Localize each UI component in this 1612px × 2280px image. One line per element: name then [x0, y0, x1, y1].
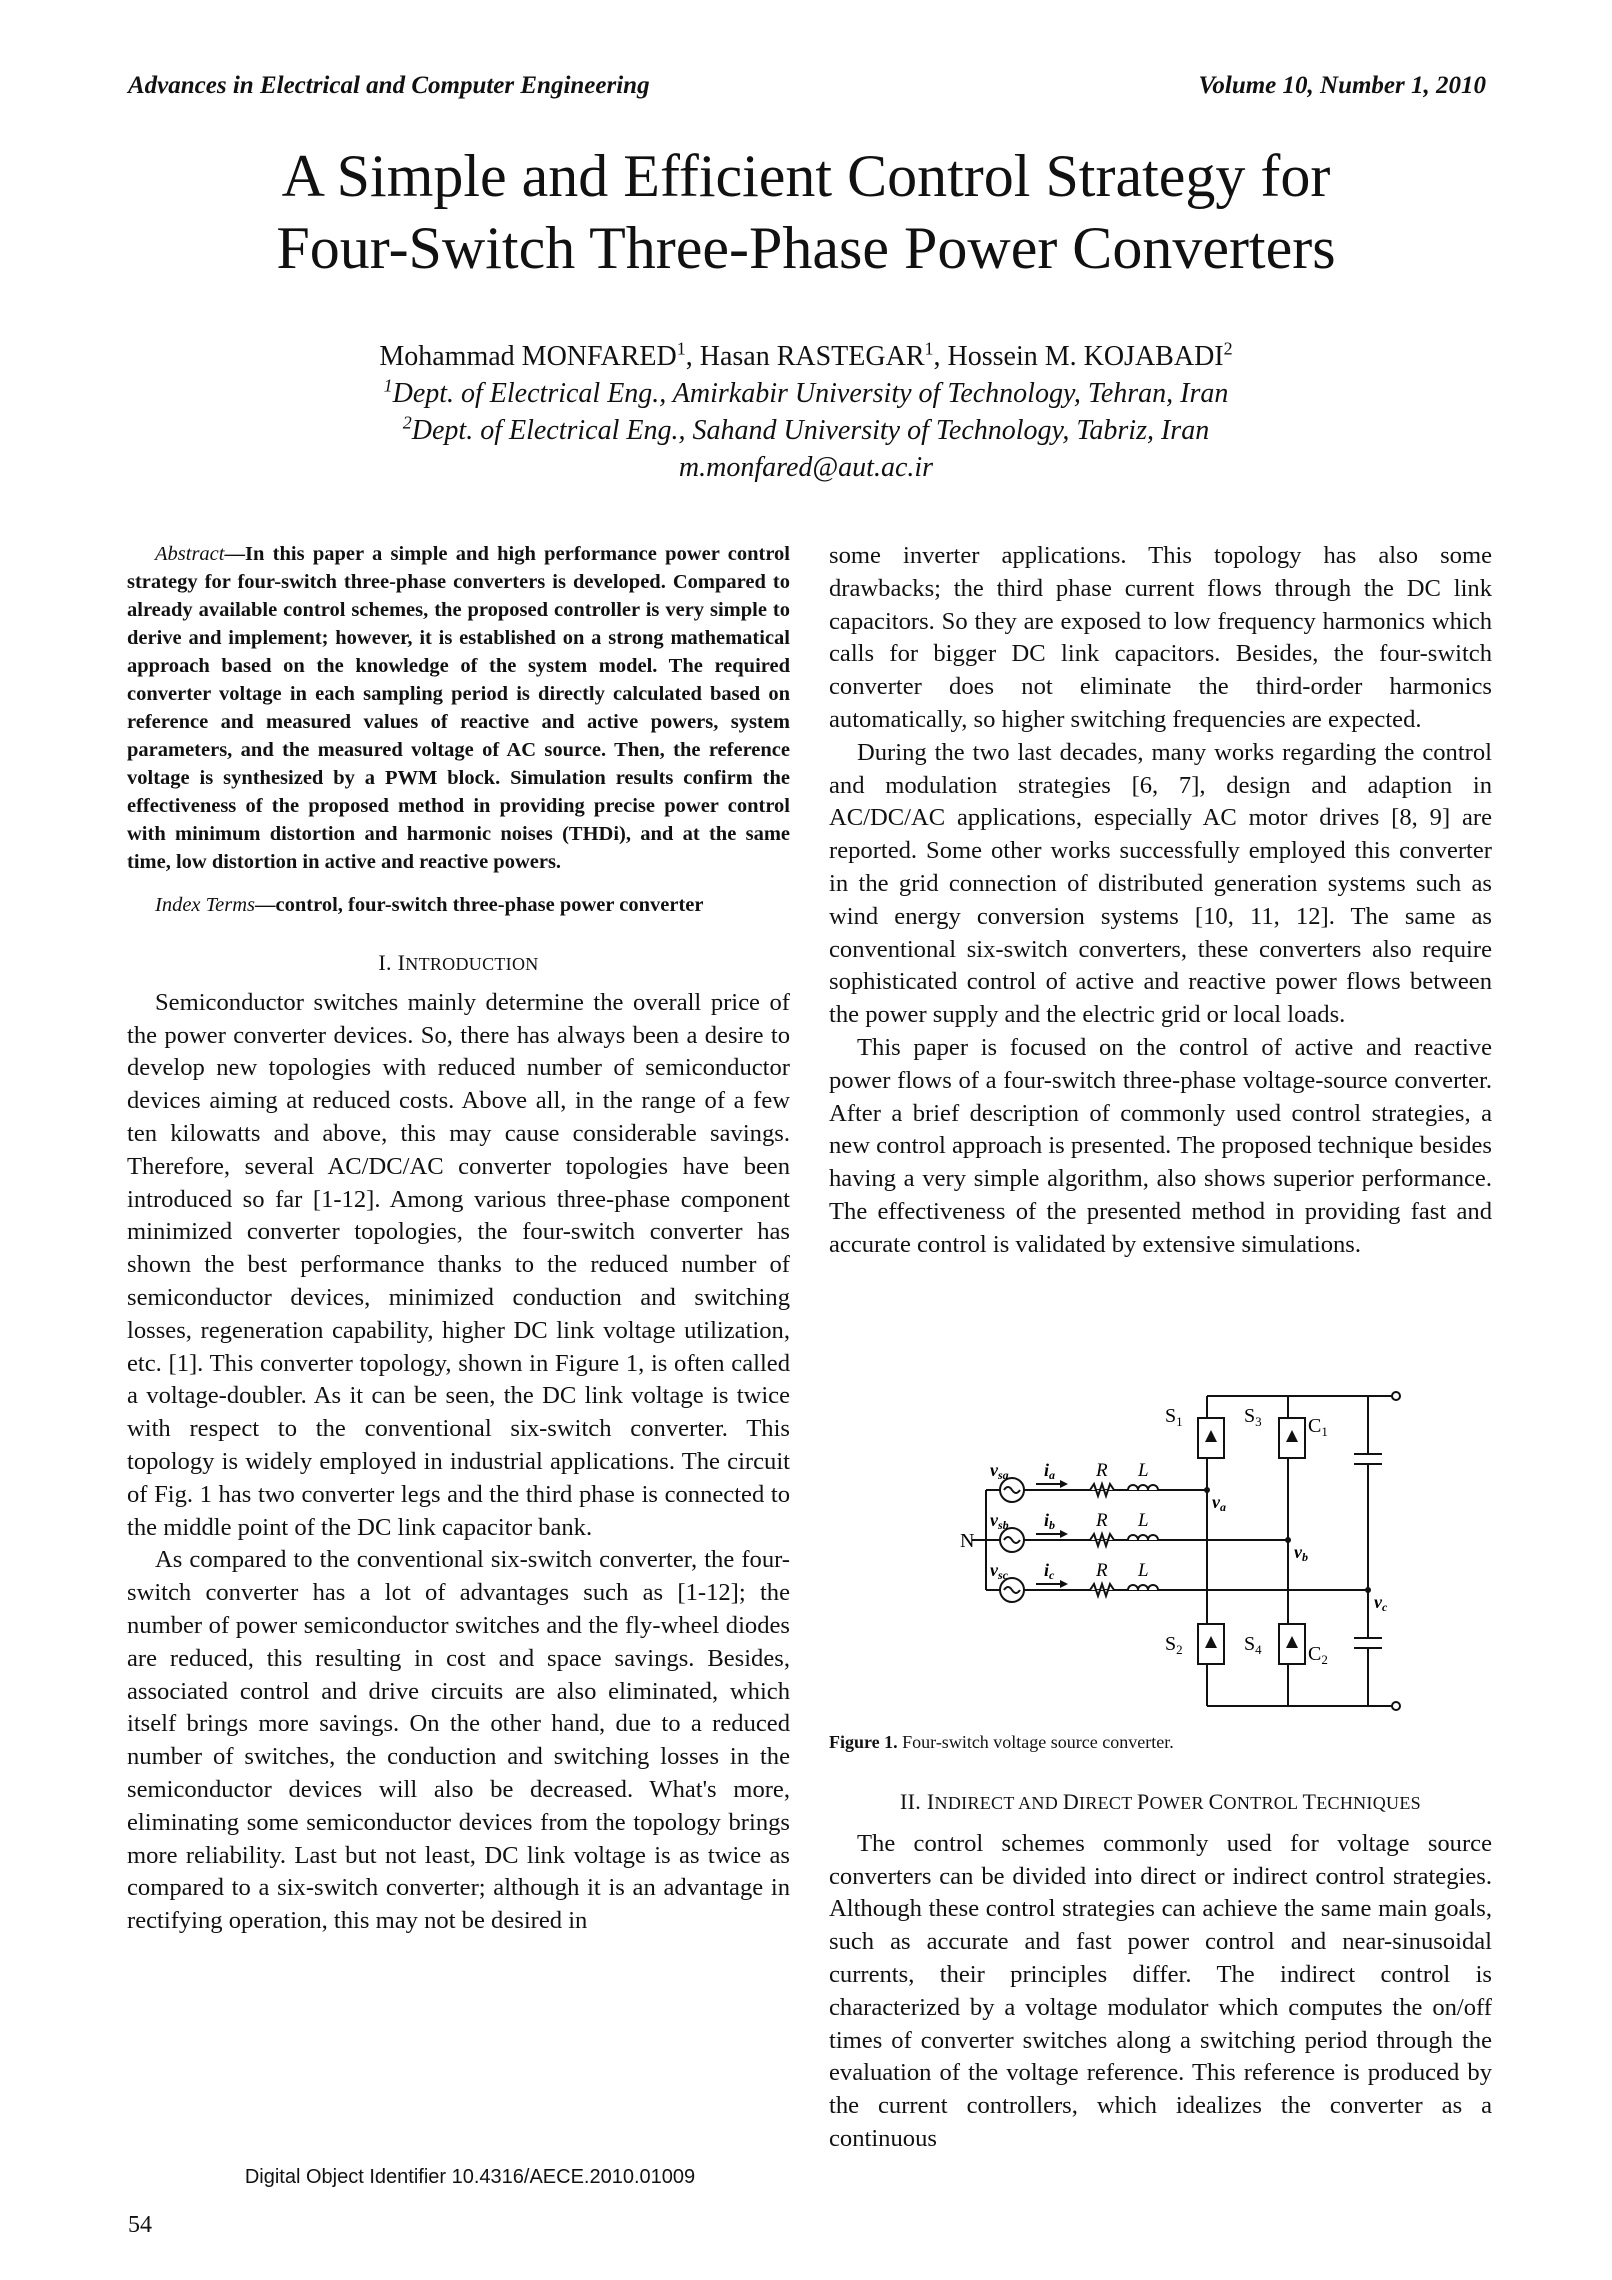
journal-name: Advances in Electrical and Computer Engineering	[128, 72, 650, 99]
r-label-a: R	[1096, 1460, 1108, 1481]
vsb-label: vsb	[990, 1510, 1009, 1532]
vc-label: vc	[1374, 1592, 1388, 1614]
abstract-text: —In this paper a simple and high performance power control strategy for four-switch three-phase converters is developed. Compared to already available control schemes, the proposed controller is very simple to derive and implement; however, it is established on a strong mathematical approach based on the knowledge of the system model. The required converter voltage in each sampling period is directly calculated based on reference and measured values of reactive and active powers, system parameters, and the measured voltage of AC source. Then, the reference voltage is synthesized by a PWM block. Simulation results confirm the effectiveness of the proposed method in providing precise power control with minimum distortion and harmonic noises (THDi), and at the same time, low distortion in active and reactive powers.	[127, 543, 790, 873]
s2-r4: ONTROL	[1223, 1793, 1303, 1813]
intro-paragraph-2: As compared to the conventional six-switch converter, the four-switch converter has a lot of advantages such as [1-12]; the number of power semiconductor switches and the fly-wheel diodes are reduced, this resulting in cost and space savings. Besides, associated control and drive circuits are also eliminated, which itself brings more savings. On the other hand, due to a reduced number of switches, the conduction and switching losses in the semiconductor devices will also be decreased. What's more, eliminating some semiconductor devices from the topology brings more reliability. Last but not least, DC link voltage is as twice as compared to a six-switch converter; although it is an advantage in rectifying operation, this may not be desired in	[127, 1546, 790, 1935]
left-column	[127, 540, 790, 1938]
author-2-affil: 1	[924, 338, 934, 359]
title-line-1: A Simple and Efficient Control Strategy for	[281, 143, 1331, 209]
s2-i5: T	[1302, 1789, 1317, 1814]
index-terms	[127, 891, 790, 919]
page-number: 54	[128, 2212, 152, 2238]
vsa-label: vsa	[990, 1460, 1009, 1482]
figure-1-label: Figure 1.	[829, 1732, 898, 1752]
title-line-2: Four-Switch Three-Phase Power Converters	[276, 215, 1336, 281]
s4-label: $S_4$	[1244, 1633, 1262, 1657]
section-2-paragraph-1: The control schemes commonly used for voltage source converters can be divided into direct or indirect control strategies. Although these control strategies can achieve the same main goals, such as accurate and fast power control and near-sinusoidal currents, their principles differ. The indirect control is characterized by a voltage modulator which computes the on/off times of converter switches along a switching period through the evaluation of the voltage reference. This reference is produced by the current controllers, which idealizes the converter as a continuous	[829, 1829, 1492, 2152]
va-label: va	[1212, 1492, 1226, 1514]
doi-footer: Digital Object Identifier 10.4316/AECE.2010.01009	[244, 2166, 696, 2188]
affiliation-1	[0, 375, 1612, 412]
affiliation-2-mark: 2	[402, 412, 412, 433]
s3-label: $S_3$	[1244, 1405, 1262, 1429]
author-3-affil: 2	[1223, 338, 1233, 359]
section-2	[829, 1786, 1492, 2156]
r-label-b: R	[1096, 1510, 1108, 1531]
abstract	[127, 540, 790, 876]
intro-paragraph-1: Semiconductor switches mainly determine the overall price of the power converter devices. So, there has always been a desire to develop new topologies with reduced number of semiconductor devices aiming at reduced costs. Above all, in the range of a few ten kilowatts and above, this may cause considerable savings. Therefore, several AC/DC/AC converter topologies have been introduced so far [1-12]. Among various three-phase component minimized converter topologies, the four-switch converter has shown the best performance thanks to the reduced number of semiconductor devices, minimized conduction and switching losses, regeneration capability, higher DC link voltage utilization, etc. [1]. This converter topology, shown in Figure 1, is often called a voltage-doubler. As it can be seen, the DC link voltage is twice with respect to the conventional six-switch converter. This topology is widely employed in industrial applications. The circuit of Fig. 1 has two converter legs and the third phase is connected to the middle point of the DC link capacitor bank.	[127, 988, 790, 1541]
section-2-number: II.	[900, 1789, 927, 1814]
s2-i4: C	[1208, 1789, 1224, 1814]
section-2-heading	[829, 1786, 1492, 1820]
vb-label: vb	[1294, 1542, 1308, 1564]
author-email: m.monfared@aut.ac.ir	[678, 452, 934, 483]
vsc-label: vsc	[990, 1560, 1008, 1582]
index-terms-label: Index Terms	[155, 894, 256, 916]
s2-label: $S_2$	[1165, 1633, 1183, 1657]
l-label-b: L	[1138, 1510, 1149, 1531]
section-1-heading	[127, 947, 790, 981]
affiliation-2	[0, 412, 1612, 449]
s2-i1: I	[926, 1789, 935, 1814]
c1-label: $C_1$	[1308, 1415, 1328, 1439]
r-label-c: R	[1096, 1560, 1108, 1581]
ib-label: ib	[1044, 1510, 1056, 1532]
author-1-affil: 1	[676, 338, 686, 359]
ic-label: ic	[1044, 1560, 1055, 1582]
affiliation-2-text: Dept. of Electrical Eng., Sahand University of Technology, Tabriz, Iran	[411, 415, 1210, 446]
s2-r2: IRECT	[1079, 1793, 1138, 1813]
c2-label: $C_2$	[1308, 1643, 1328, 1667]
l-label-a: L	[1138, 1460, 1149, 1481]
intro-paragraph-5: This paper is focused on the control of active and reactive power flows of a four-switch three-phase voltage-source converter. After a brief description of commonly used control strategies, a new control approach is presented. The proposed technique besides having a very simple algorithm, also shows superior performance. The effectiveness of the presented method in providing fast and accurate control is validated by extensive simulations.	[829, 1033, 1492, 1258]
author-names	[0, 338, 1612, 375]
section-1-initial: I	[397, 950, 406, 975]
section-1-rest: NTRODUCTION	[405, 954, 539, 974]
figure-1-caption-text: Four-switch voltage source converter.	[897, 1732, 1174, 1752]
volume-info: Volume 10, Number 1, 2010	[1198, 72, 1486, 99]
author-block	[0, 338, 1612, 486]
abstract-label: Abstract	[155, 543, 225, 565]
s1-label: $S_1$	[1165, 1405, 1183, 1429]
s2-r1: NDIRECT AND	[934, 1793, 1063, 1813]
author-1: Mohammad MONFARED	[379, 341, 677, 372]
l-label-c: L	[1138, 1560, 1149, 1581]
figure-1-caption	[829, 1732, 1174, 1753]
figure-1-circuit-diagram	[960, 1380, 1440, 1720]
s2-i2: D	[1062, 1789, 1080, 1814]
author-2: , Hasan RASTEGAR	[685, 341, 925, 372]
s2-r5: ECHNIQUES	[1316, 1793, 1421, 1813]
intro-paragraph-4: During the two last decades, many works regarding the control and modulation strategies [6, 7], design and adaption in AC/DC/AC applications, especially AC motor drives [8, 9] are reported. Some other works successfully employed this converter in the grid connection of distributed generation systems such as wind energy conversion systems [10, 11, 12]. The same as conventional six-switch converters, these converters also require sophisticated control of active and reactive power flows between the power supply and the electric grid or local loads.	[829, 738, 1492, 1029]
affiliation-1-mark: 1	[383, 375, 393, 396]
right-column	[829, 540, 1492, 1262]
neutral-label: N	[960, 1530, 975, 1552]
paper-title	[0, 140, 1612, 284]
author-3: , Hossein M. KOJABADI	[933, 341, 1224, 372]
index-terms-text: —control, four-switch three-phase power converter	[255, 894, 704, 916]
s2-r3: OWER	[1149, 1793, 1209, 1813]
affiliation-1-text: Dept. of Electrical Eng., Amirkabir University of Technology, Tehran, Iran	[392, 378, 1229, 409]
s2-i3: P	[1137, 1789, 1150, 1814]
intro-paragraph-3: some inverter applications. This topology has also some drawbacks; the third phase current flows through the DC link capacitors. So they are exposed to low frequency harmonics which calls for bigger DC link capacitors. Besides, the four-switch converter does not eliminate the third-order harmonics automatically, so higher switching frequencies are expected.	[829, 542, 1492, 733]
section-1-number: I.	[378, 950, 398, 975]
ia-label: ia	[1044, 1460, 1056, 1482]
